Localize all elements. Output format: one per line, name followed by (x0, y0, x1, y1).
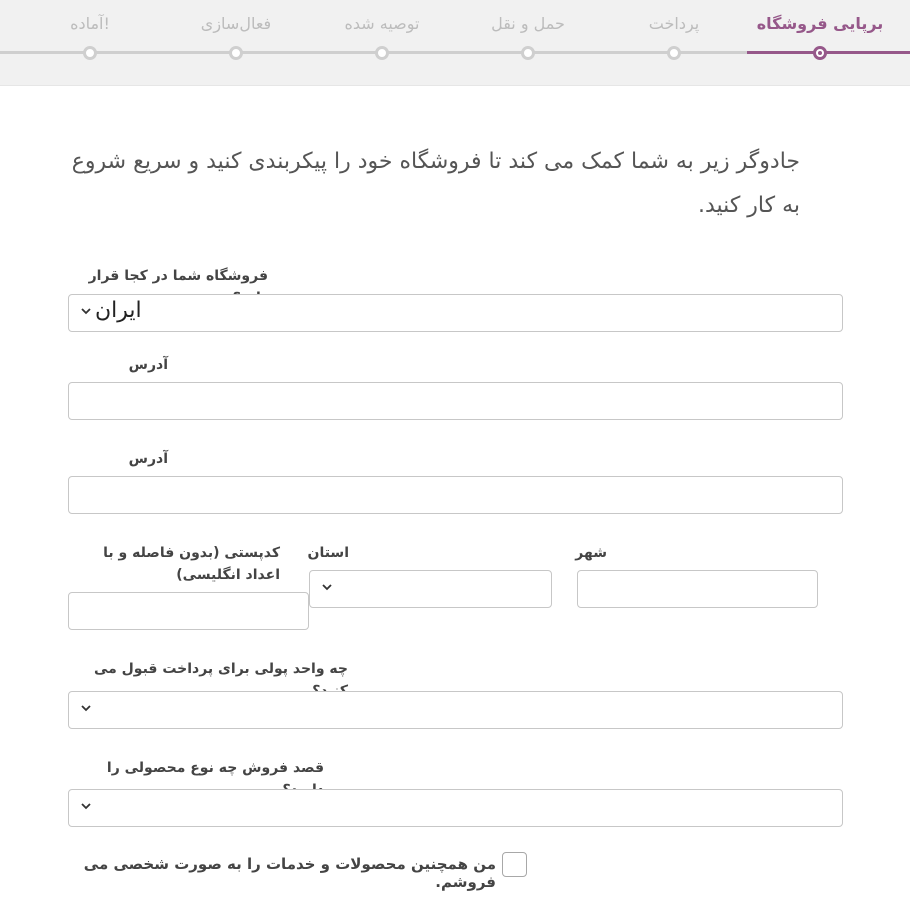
step-dot (375, 46, 389, 60)
address2-label: آدرس (128, 451, 168, 467)
country-select[interactable] (68, 294, 843, 332)
step-ready[interactable] (17, 0, 163, 70)
step-label: توصیه شده (344, 14, 420, 33)
address2-input[interactable] (68, 476, 843, 514)
step-recommended[interactable] (309, 0, 455, 70)
step-label: برپایی فروشگاه (756, 14, 884, 33)
intro-text: جادوگر زیر به شما کمک می کند تا فروشگاه خود را پیکربندی کنید و سریع شروع به کار کنید. (71, 149, 800, 218)
postcode-label: کدپستی (بدون فاصله و با اعداد انگلیسی) (103, 545, 280, 583)
in-person-checkbox[interactable] (502, 852, 527, 877)
product-type-select[interactable] (68, 789, 843, 827)
step-store-setup[interactable] (747, 0, 893, 70)
chevron-down-icon (81, 801, 91, 811)
in-person-label[interactable]: من همچنین محصولات و خدمات را به صورت شخصی می فروشم. (83, 855, 496, 891)
step-label: آماده! (70, 14, 110, 33)
state-select[interactable] (309, 570, 552, 608)
step-dot (521, 46, 535, 60)
step-label: پرداخت (648, 14, 700, 33)
chevron-down-icon (81, 703, 91, 713)
step-activate[interactable] (163, 0, 309, 70)
step-dot (667, 46, 681, 60)
address-input[interactable] (68, 382, 843, 420)
step-dot-active (813, 46, 827, 60)
step-dot (229, 46, 243, 60)
state-label: استان (307, 545, 349, 561)
city-label: شهر (575, 545, 607, 561)
address-label: آدرس (128, 357, 168, 373)
setup-steps (0, 0, 910, 86)
chevron-down-icon (81, 306, 91, 316)
step-payment[interactable] (601, 0, 747, 70)
country-value: ایران (95, 298, 142, 323)
postcode-input[interactable] (68, 592, 309, 630)
city-input[interactable] (577, 570, 818, 608)
currency-select[interactable] (68, 691, 843, 729)
step-dot (83, 46, 97, 60)
currency-label: چه واحد پولی برای پرداخت قبول می (93, 661, 348, 677)
country-label: فروشگاه شما در کجا قرار (88, 268, 268, 284)
step-label: حمل و نقل (491, 14, 565, 33)
step-shipping[interactable] (455, 0, 601, 70)
step-label: فعال‌سازی (200, 14, 272, 33)
chevron-down-icon (322, 582, 332, 592)
product-type-label: قصد فروش چه نوع محصولی را (106, 760, 324, 776)
